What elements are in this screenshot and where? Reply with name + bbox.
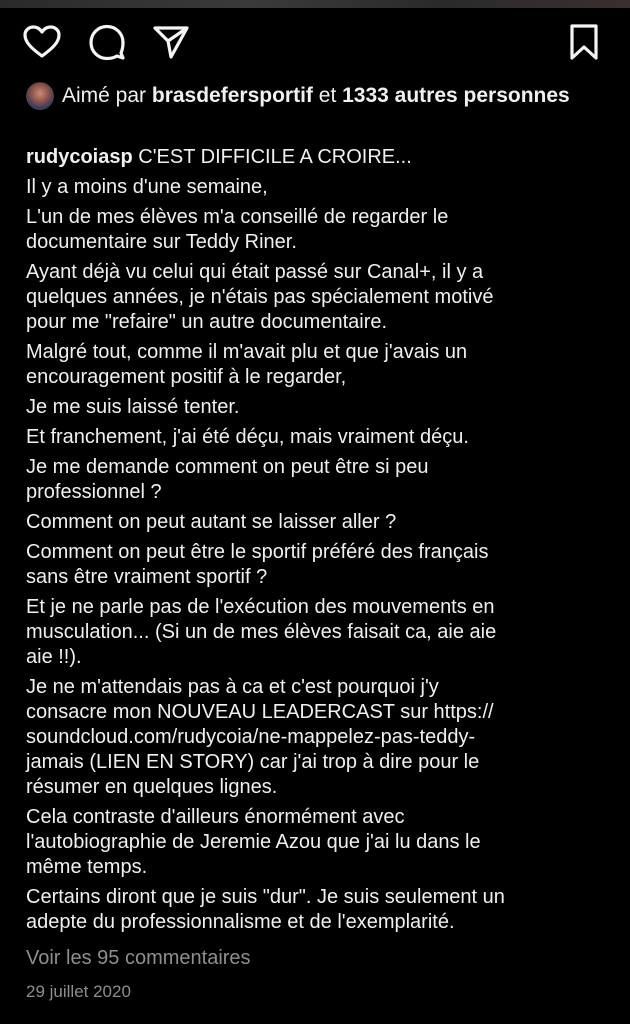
previous-post-image-edge — [0, 0, 630, 8]
post-date: 29 juillet 2020 — [26, 982, 131, 1001]
caption-paragraph: Ayant déjà vu celui qui était passé sur Canal+, il y a quelques années, je n'étais pas spécialement motivé pour me "refaire" un autre documentaire. — [26, 261, 494, 333]
liker-avatar[interactable] — [26, 82, 54, 110]
likes-text[interactable] — [62, 82, 602, 109]
bookmark-icon[interactable] — [564, 22, 604, 62]
likes-connector: et — [318, 84, 337, 107]
likes-prefix: Aimé par — [62, 84, 147, 107]
caption-paragraph: L'un de mes élèves m'a conseillé de regarder le documentaire sur Teddy Riner. — [26, 206, 449, 253]
liker-username[interactable]: brasdefersportif — [151, 84, 313, 107]
caption-paragraph: Comment on peut autant se laisser aller ? — [26, 511, 397, 533]
caption-paragraph: Je me suis laissé tenter. — [26, 396, 240, 418]
caption-paragraph: Comment on peut être le sportif préféré des français sans être vraiment sportif ? — [26, 541, 489, 588]
caption-first-line — [26, 145, 611, 170]
post-action-bar — [0, 18, 630, 68]
heart-icon[interactable] — [22, 22, 62, 62]
likes-others-count[interactable]: 1333 autres personnes — [342, 84, 570, 107]
caption-paragraph: Cela contraste d'ailleurs énormément avec l'autobiographie de Jeremie Azou que j'ai lu dans le même temps. — [26, 806, 481, 878]
caption-username[interactable]: rudycoiasp — [26, 146, 133, 168]
caption-headline: C'EST DIFFICILE A CROIRE... — [138, 146, 412, 168]
view-comments-link[interactable]: Voir les 95 commentaires — [26, 947, 251, 969]
comment-bubble-icon[interactable] — [87, 22, 127, 62]
caption-paragraph: Malgré tout, comme il m'avait plu et que j'avais un encouragement positif à le regarder, — [26, 341, 468, 388]
caption-paragraph: Et je ne parle pas de l'exécution des mouvements en musculation... (Si un de mes élèves faisait ca, aie aie aie !!). — [26, 596, 497, 668]
post-caption — [26, 145, 611, 940]
caption-paragraph: Il y a moins d'une semaine, — [26, 176, 268, 198]
caption-paragraph: Et franchement, j'ai été déçu, mais vraiment déçu. — [26, 426, 469, 448]
send-icon[interactable] — [151, 22, 191, 62]
caption-paragraph: Certains diront que je suis "dur". Je suis seulement un adepte du professionnalisme et de l'exemplarité. — [26, 886, 505, 933]
caption-paragraph: Je me demande comment on peut être si peu professionnel ? — [26, 456, 429, 503]
caption-paragraph: Je ne m'attendais pas à ca et c'est pourquoi j'y consacre mon NOUVEAU LEADERCAST sur https:// soundcloud.com/rudycoia/ne-mappelez-pas-teddy- jamais (LIEN EN STORY) car j'ai trop à dire pour le résumer en quelques lignes. — [26, 676, 494, 798]
